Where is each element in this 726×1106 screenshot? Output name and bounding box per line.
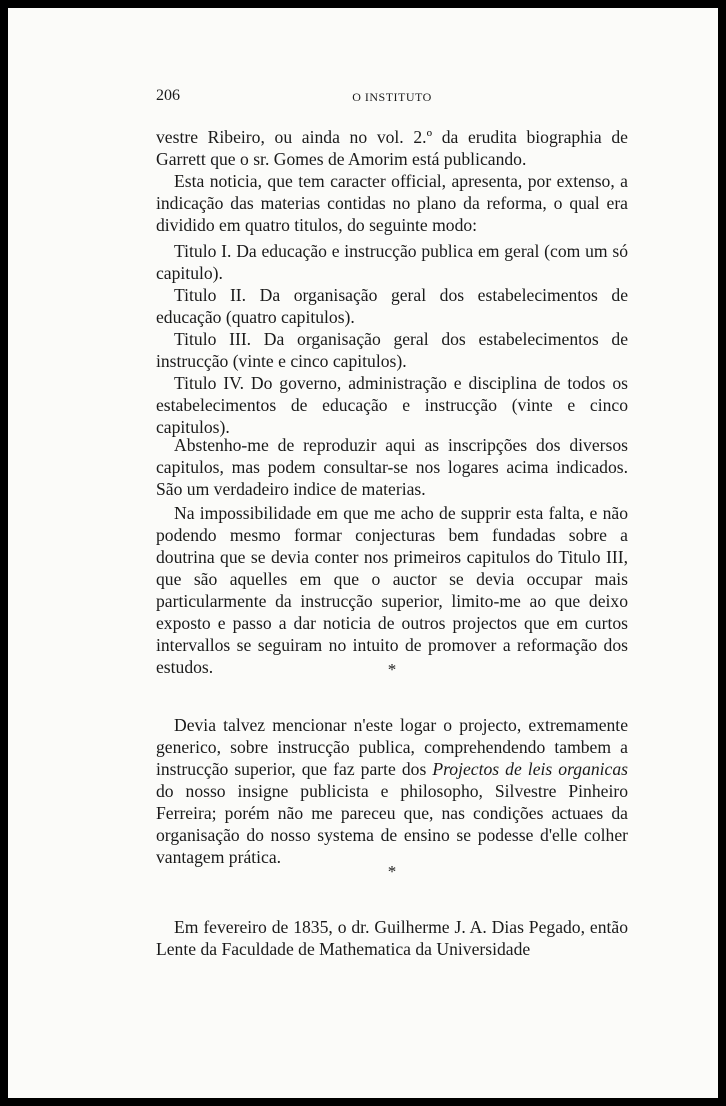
page-header bbox=[156, 87, 628, 109]
paragraph-noticia: Esta noticia, que tem caracter official, apresenta, por extenso, a indicação das materias contidas no plano da reforma, o qual era dividido em quatro titulos, do seguinte modo: bbox=[156, 171, 628, 235]
titulo-2: Titulo II. Da organisação geral dos estabelecimentos de educação (quatro capitulos). bbox=[156, 285, 628, 327]
book-page bbox=[156, 0, 628, 1106]
titulo-1: Titulo I. Da educação e instrucção publica em geral (com um só capitulo). bbox=[156, 241, 628, 283]
paragraph-fevereiro: Em fevereiro de 1835, o dr. Guilherme J. A. Dias Pegado, então Lente da Faculdade de Mathematica da Universidade bbox=[156, 917, 628, 959]
section-separator-star-2: * bbox=[387, 862, 397, 881]
titulo-4: Titulo IV. Do governo, administração e disciplina de todos os estabelecimentos de educação e instrucção (vinte e cinco capitulos). bbox=[156, 373, 628, 437]
paragraph-devia-text-a: Devia talvez mencionar n'este logar o projecto, extremamente generico, sobre instrucção publica, comprehendendo tambem a instrucção superior, que faz parte dos bbox=[156, 715, 628, 779]
page-number: 206 bbox=[156, 87, 180, 104]
paragraph-abstenho: Abstenho-me de reproduzir aqui as inscripções dos diversos capitulos, mas podem consultar-se nos logares acima indicados. São um verdadeiro indice de materias. bbox=[156, 435, 628, 499]
titulo-3: Titulo III. Da organisação geral dos estabelecimentos de instrucção (vinte e cinco capitulos). bbox=[156, 329, 628, 371]
section-separator-star: * bbox=[387, 660, 397, 679]
paragraph-impossibilidade: Na impossibilidade em que me acho de supprir esta falta, e não podendo mesmo formar conjecturas bem fundadas sobre a doutrina que se devia conter nos primeiros capitulos do Titulo III, que são aquelles em que o auctor se devia occupar mais particularmente da instrucção superior, limito-me ao que deixo exposto e passo a dar noticia de outros projectos que em curtos intervallos se seguiram no intuito de promover a reformação dos estudos. bbox=[156, 503, 628, 677]
paragraph-devia-italic-title: Projectos de leis organicas bbox=[432, 759, 629, 779]
paragraph-devia-text-b: do nosso insigne publicista e philosopho, Silvestre Pinheiro Ferreira; porém não me pareceu que, nas condições actuaes da organisação do nosso systema de ensino se podesse d'elle colher vantagem prática. bbox=[156, 781, 628, 867]
paragraph-continuation: vestre Ribeiro, ou ainda no vol. 2.º da erudita biographia de Garrett que o sr. Gomes de Amorim está publicando. bbox=[156, 127, 628, 169]
running-title: O INSTITUTO bbox=[352, 90, 432, 104]
paragraph-devia bbox=[156, 714, 628, 868]
